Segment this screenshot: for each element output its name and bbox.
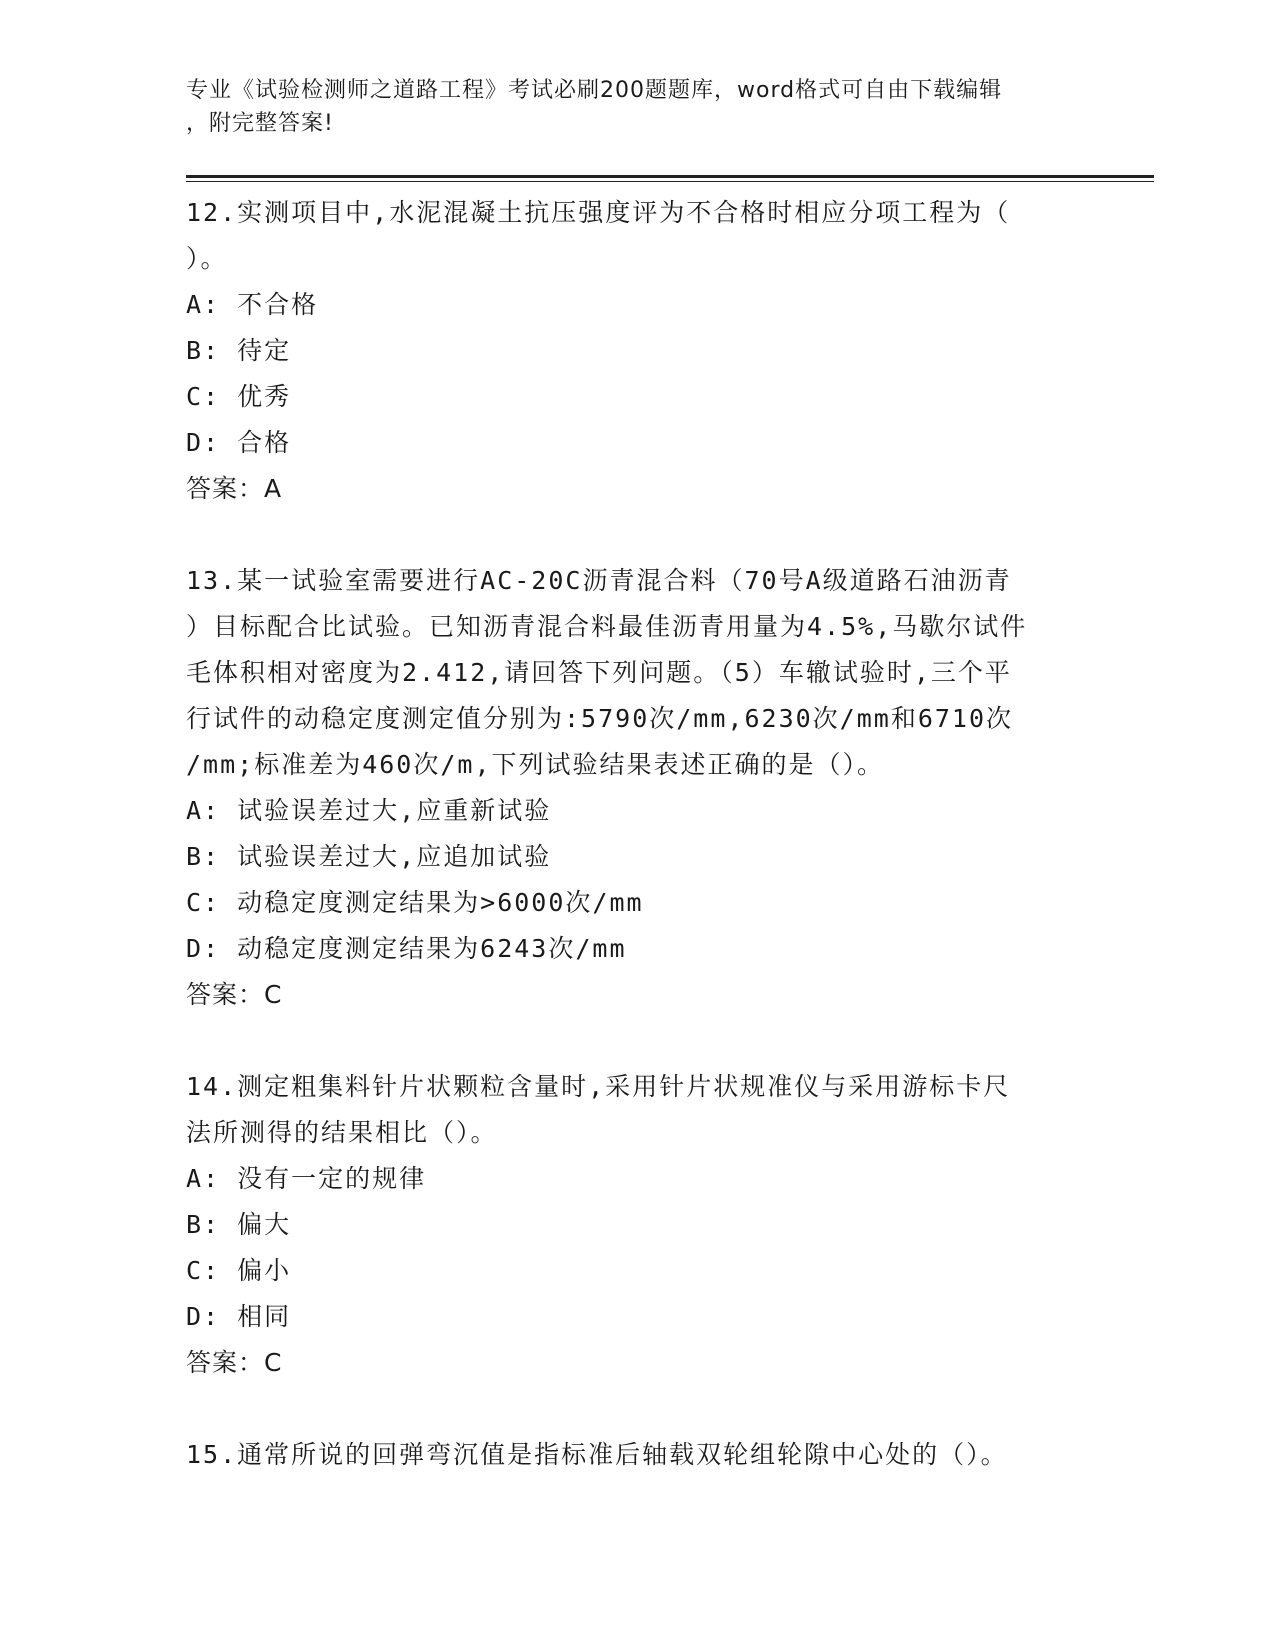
document-header bbox=[186, 74, 1076, 140]
question-13 bbox=[186, 558, 1086, 1018]
option-a: A: 不合格 bbox=[186, 290, 319, 319]
question-15 bbox=[186, 1432, 1086, 1478]
option-c: C: 优秀 bbox=[186, 382, 292, 411]
question-list bbox=[186, 190, 1086, 1524]
question-12 bbox=[186, 190, 1086, 512]
option-a: A: 没有一定的规律 bbox=[186, 1164, 427, 1193]
question-text-line: ）目标配合比试验。已知沥青混合料最佳沥青用量为4.5%,马歇尔试件 bbox=[186, 612, 1028, 641]
answer-label: 答案：A bbox=[186, 474, 283, 503]
answer-label: 答案：C bbox=[186, 980, 283, 1009]
question-text-line: 15.通常所说的回弹弯沉值是指标准后轴载双轮组轮隙中心处的（）。 bbox=[186, 1440, 1008, 1469]
question-text-line: 法所测得的结果相比（）。 bbox=[186, 1118, 498, 1147]
option-b: B: 待定 bbox=[186, 336, 292, 365]
header-line-2: ，附完整答案! bbox=[186, 111, 334, 136]
option-c: C: 动稳定度测定结果为>6000次/mm bbox=[186, 888, 644, 917]
question-text-line: /mm;标准差为460次/m,下列试验结果表述正确的是（）。 bbox=[186, 750, 885, 779]
option-b: B: 偏大 bbox=[186, 1210, 292, 1239]
header-divider-thick bbox=[186, 175, 1154, 178]
header-divider-thin bbox=[186, 181, 1154, 182]
question-text-line: 14.测定粗集料针片状颗粒含量时,采用针片状规准仪与采用游标卡尺 bbox=[186, 1072, 1011, 1101]
question-text-line: 13.某一试验室需要进行AC-20C沥青混合料（70号A级道路石油沥青 bbox=[186, 566, 1012, 595]
option-d: D: 动稳定度测定结果为6243次/mm bbox=[186, 934, 627, 963]
option-c: C: 偏小 bbox=[186, 1256, 292, 1285]
option-b: B: 试验误差过大,应追加试验 bbox=[186, 842, 552, 871]
question-text-line: ）。 bbox=[186, 244, 228, 273]
question-text-line: 12.实测项目中,水泥混凝土抗压强度评为不合格时相应分项工程为（ bbox=[186, 198, 1011, 227]
question-14 bbox=[186, 1064, 1086, 1386]
option-a: A: 试验误差过大,应重新试验 bbox=[186, 796, 552, 825]
header-line-1: 专业《试验检测师之道路工程》考试必刷200题题库，word格式可自由下载编辑 bbox=[186, 78, 1003, 103]
answer-label: 答案：C bbox=[186, 1348, 283, 1377]
question-text-line: 毛体积相对密度为2.412,请回答下列问题。（5）车辙试验时,三个平 bbox=[186, 658, 1012, 687]
option-d: D: 合格 bbox=[186, 428, 292, 457]
question-text-line: 行试件的动稳定度测定值分别为:5790次/mm,6230次/mm和6710次 bbox=[186, 704, 1014, 733]
option-d: D: 相同 bbox=[186, 1302, 292, 1331]
